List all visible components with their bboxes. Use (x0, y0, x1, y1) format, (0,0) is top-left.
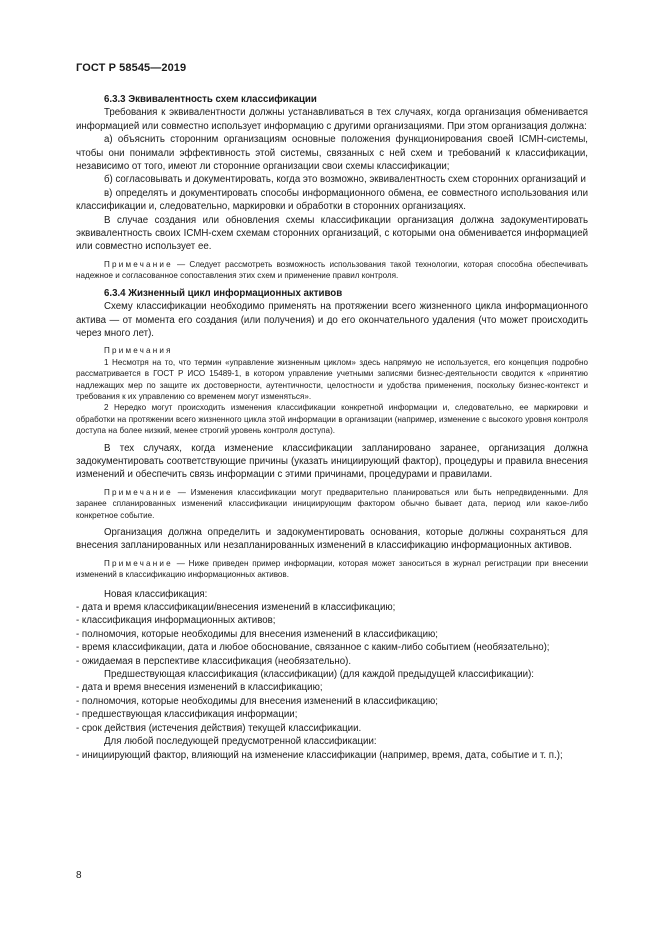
list-item: - предшествующая классификация информации; (76, 709, 298, 721)
section-634-paragraph-2: В тех случаях, когда изменение классификации запланировано заранее, организация должна задокументировать соответствующие причины (указать инициирующий фактор), процедуры и правила внесения изменений и обеспечить связь информации с этими причинами, процедурами и правилами. (76, 442, 588, 481)
section-633-paragraph-2: В случае создания или обновления схемы классификации организация должна задокументировать эквивалентность своих ICMH-схем схемам сторонних организаций, с которыми она обменивается информацией или совместно использует ее. (76, 214, 588, 253)
list-item: - время классификации, дата и любое обоснование, связанное с каким-либо событием (необязательно); (76, 642, 550, 654)
note-label: Примечание (104, 558, 173, 568)
new-classification-heading: Новая классификация: (104, 588, 208, 600)
section-634-paragraph-3: Организация должна определить и задокументировать основания, которые должны сохраняться для внесения запланированных или незапланированных изменений в классификацию информационных активов. (76, 527, 588, 552)
document-header: ГОСТ Р 58545—2019 (76, 62, 187, 74)
note-text: — Следует рассмотреть возможность использования такой технологии, которая способна обеспечивать надежное и согласованное сопоставления этих схем и применение правил контроля. (76, 259, 588, 281)
note-label: Примечание (104, 259, 173, 269)
section-633-paragraph-1: Требования к эквивалентности должны устанавливаться в тех случаях, когда организация обменивается информацией или совместно использует информацию с другими организациями. При этом организация должна: (76, 107, 588, 132)
list-item: - классификация информационных активов; (76, 615, 276, 627)
document-body (76, 93, 588, 762)
section-634-note-2: 2 Нередко могут происходить изменения классификации конкретной информации и, следовательно, ее маркировки и обработки на протяжении всего жизненного цикла этой информации в организации (например, изменение с высокого уровня контроля доступа на более низкий, менее строгий уровень контроля доступа). (76, 403, 588, 436)
section-633-item-v: в) определять и документировать способы информационного обмена, ее совместного использования или классификации и, следовательно, маркировки и обработки в сторонних организациях. (76, 187, 588, 213)
list-item: - полномочия, которые необходимы для внесения изменений в классификацию; (76, 695, 438, 707)
section-634-notes-label: Примечания (104, 346, 173, 356)
list-item: - срок действия (истечения действия) текущей классификации. (76, 722, 362, 734)
section-633-title: 6.3.3 Эквивалентность схем классификации (104, 94, 317, 105)
list-item: - ожидаемая в перспективе классификация (необязательно). (76, 655, 352, 667)
page-number: 8 (76, 870, 82, 881)
section-633-item-a: а) объяснить сторонним организациям основные положения функционирования своей ICMH-системы, чтобы они понимали эффективность этой системы, связанных с ней схем и требований к классификации, независимо от того, имеют ли сторонние организации свои схемы классификации; (76, 134, 588, 173)
list-item: - полномочия, которые необходимы для внесения изменений в классификацию; (76, 628, 438, 640)
section-633-note (76, 259, 588, 282)
section-634-paragraph-1: Схему классификации необходимо применять на протяжении всего жизненного цикла информационного актива — от момента его создания (или получения) и до его окончательного удаления (что может происходить через много лет). (76, 301, 588, 339)
section-633-item-b: б) согласовывать и документировать, когда это возможно, эквивалентность схем сторонних организаций и (104, 174, 586, 186)
note-label: Примечание (104, 487, 173, 497)
list-item: - дата и время внесения изменений в классификацию; (76, 682, 323, 694)
section-634-note-3 (76, 487, 588, 521)
subsequent-classification-heading: Для любой последующей предусмотренной классификации: (104, 736, 377, 748)
section-634-note-4 (76, 558, 588, 581)
section-634-title: 6.3.4 Жизненный цикл информационных активов (104, 287, 343, 299)
note-text: — Изменения классификации могут предварительно планироваться или быть непредвиденными. Для заранее спланированных изменений классификации инициирующим фактором обычно бывает дата, период или какое-либо конкретное событие. (76, 487, 588, 520)
list-item: - инициирующий фактор, влияющий на изменение классификации (например, время, дата, событие и т. п.); (76, 749, 563, 761)
list-item: - дата и время классификации/внесения изменений в классификацию; (76, 602, 396, 614)
previous-classification-heading: Предшествующая классификация (классификации) (для каждой предыдущей классификации): (104, 669, 534, 681)
note-text: — Ниже приведен пример информации, которая может заноситься в журнал регистрации при внесении изменений в классификацию информационных активов. (76, 558, 588, 580)
section-634-note-1: 1 Несмотря на то, что термин «управление жизненным циклом» здесь напрямую не используется, его концепция подробно рассматривается в ГОСТ Р ИСО 15489-1, в котором управление учетными записями бизнес-деятельности сводится к «принятию надлежащих мер по защите их достоверности, аутентичности, целостности и удобства применения, поскольку бизнес-контекст и требования к их управлению со временем могут изменяться». (76, 357, 588, 401)
